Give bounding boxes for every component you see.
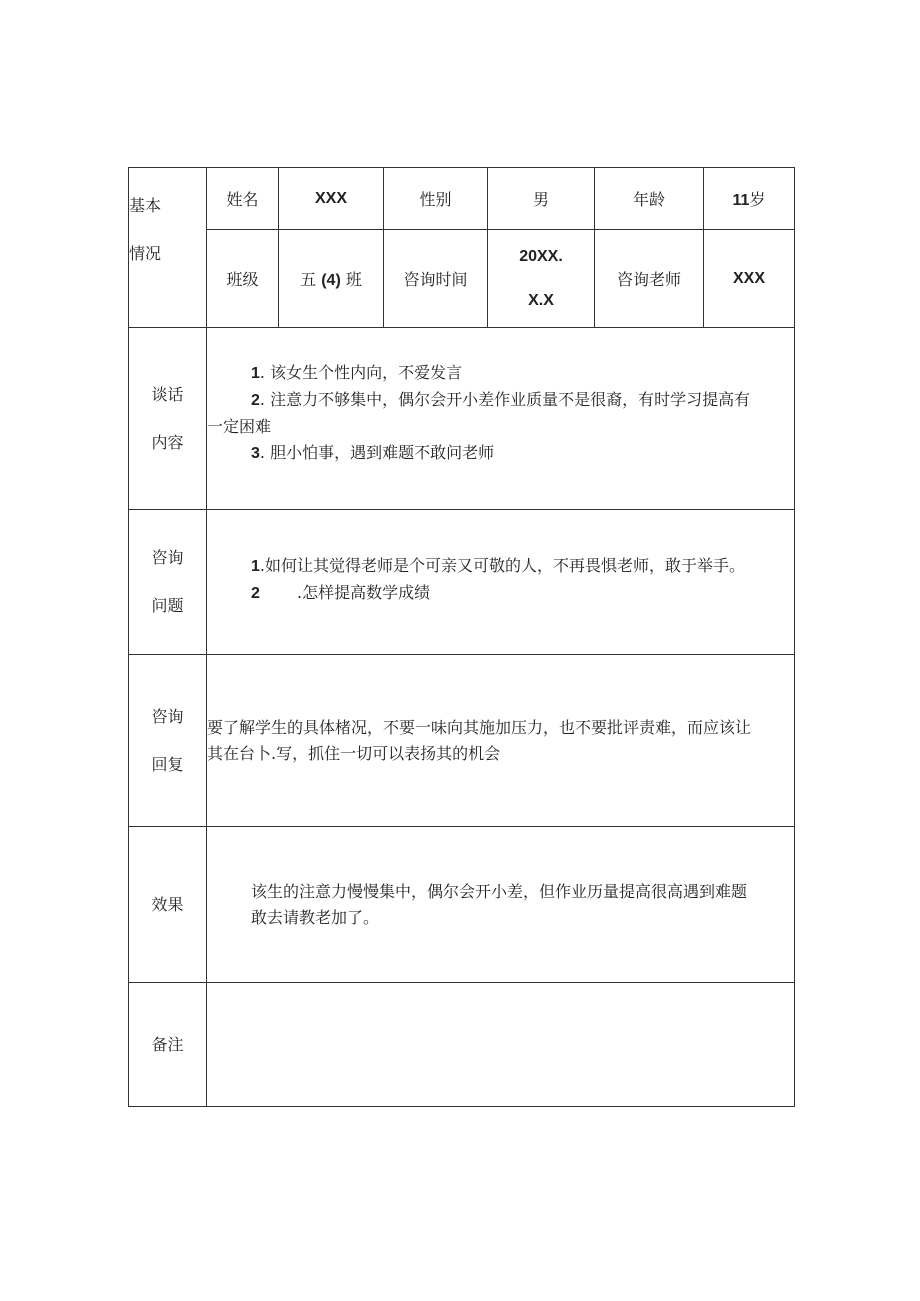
effect-line-2: 敢去请教老加了。 (251, 907, 380, 927)
talk-item-2 (207, 387, 794, 414)
class-value (279, 230, 384, 328)
basic-info-label-line1: 基本 (129, 196, 162, 215)
consult-time-label: 咨询时间 (384, 230, 488, 328)
talk-item-1-num: 1 (251, 365, 260, 382)
consult-question-label-line1: 咨询 (151, 548, 184, 567)
class-grade: 五 (300, 270, 317, 289)
consult-time-line1: 20XX. (519, 247, 563, 265)
consultation-record-table (128, 167, 795, 1107)
reply-line-2: 其在台卜.写，抓住一切可以表扬其的机会 (207, 743, 501, 763)
consult-teacher-value: XXX (704, 230, 795, 328)
question-item-1 (207, 553, 794, 580)
consult-reply-label (129, 655, 207, 827)
talk-item-3-text: . 胆小怕事，遇到难题不敢问老师 (259, 443, 495, 462)
gender-value: 男 (488, 168, 595, 230)
talk-item-2-num: 2 (251, 392, 260, 409)
age-unit: 岁 (749, 190, 766, 209)
consult-question-label-line2: 问题 (151, 596, 184, 615)
consult-time-line2: X.X (528, 291, 554, 309)
name-value: XXX (279, 168, 384, 230)
talk-content-label (129, 328, 207, 510)
consult-question-body (207, 510, 795, 655)
talk-content-label-line1: 谈话 (151, 384, 184, 404)
consult-teacher-label: 咨询老师 (595, 230, 704, 328)
talk-item-1 (207, 360, 794, 387)
remark-label: 备注 (129, 983, 207, 1107)
name-label: 姓名 (207, 168, 279, 230)
consult-time-value (488, 230, 595, 328)
remark-body[interactable] (207, 983, 795, 1107)
basic-info-label-line2: 情况 (129, 244, 162, 263)
talk-item-2-cont (207, 414, 794, 440)
gender-label: 性别 (384, 168, 488, 230)
basic-info-label (129, 168, 207, 328)
question-item-2-text: .怎样提高数学成绩 (297, 583, 431, 602)
age-label: 年龄 (595, 168, 704, 230)
age-number: 11 (732, 192, 750, 209)
effect-body (207, 827, 795, 983)
talk-content-label-line2: 内容 (151, 432, 184, 452)
consult-reply-label-line2: 回复 (151, 754, 184, 774)
question-item-2 (207, 580, 794, 607)
question-item-1-text: .如何让其觉得老师是个可亲又可敬的人，不再畏惧老师，敢于举手。 (259, 556, 745, 575)
age-value (704, 168, 795, 230)
talk-item-3 (207, 440, 794, 467)
consult-reply-label-line1: 咨询 (151, 706, 184, 726)
talk-item-3-num: 3 (251, 445, 260, 462)
class-number: (4) (321, 272, 341, 289)
question-item-2-num: 2 (251, 585, 260, 602)
talk-item-1-text: . 该女生个性内向，不爱发言 (259, 363, 463, 382)
effect-line-1: 该生的注意力慢慢集中，偶尔会开小差，但作业历量提高很高遇到难题 (251, 881, 748, 901)
consult-question-label (129, 510, 207, 655)
class-suffix: 班 (345, 270, 362, 289)
talk-item-2-text: . 注意力不够集中，偶尔会开小差作业质量不是很裔，有时学习提高有 (259, 390, 751, 409)
effect-label: 效果 (129, 827, 207, 983)
talk-item-2-cont-text: 一定困难 (207, 417, 272, 436)
talk-content-body (207, 328, 795, 510)
class-label: 班级 (207, 230, 279, 328)
question-item-1-num: 1 (251, 558, 260, 575)
reply-line-1: 要了解学生的具体楮况，不要一味向其施加压力，也不要批评责难，而应该让 (207, 717, 752, 737)
consult-reply-body (207, 655, 795, 827)
